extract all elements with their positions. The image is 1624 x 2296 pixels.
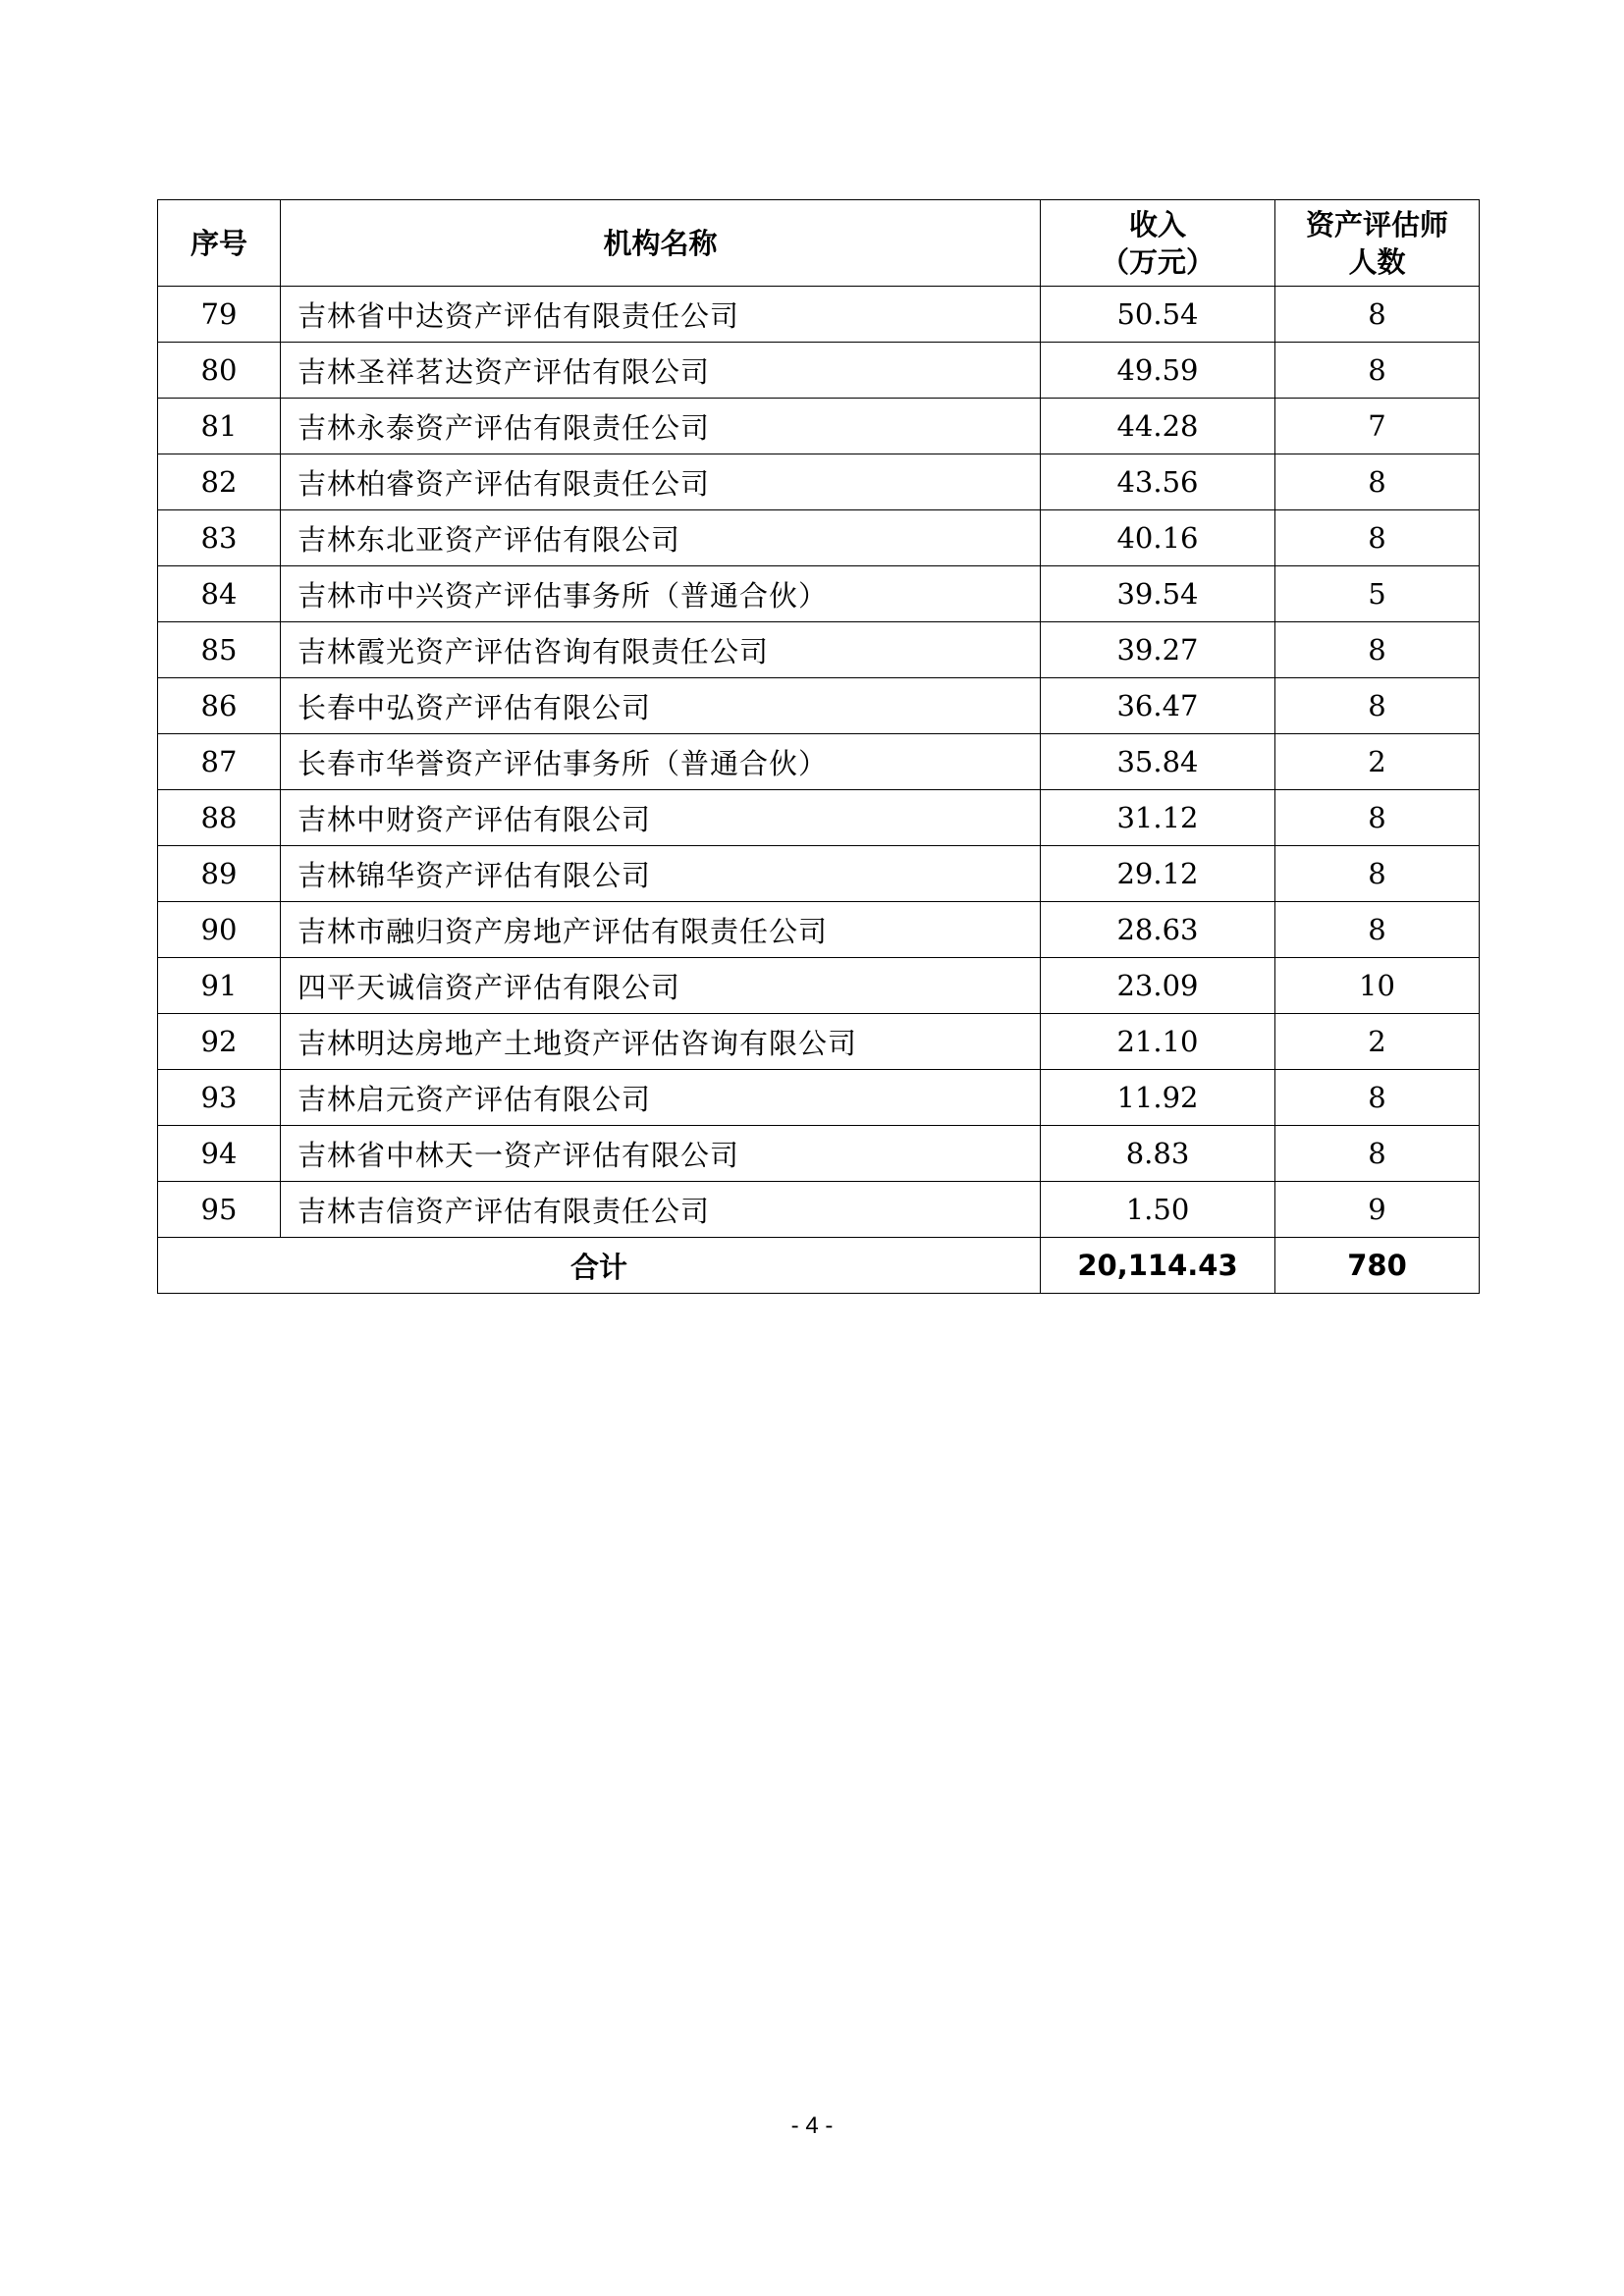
row-income-cell: 21.10 — [1041, 1014, 1275, 1070]
row-appraisers-cell: 10 — [1275, 958, 1480, 1014]
institution-table — [157, 199, 1480, 1294]
row-income-cell: 40.16 — [1041, 510, 1275, 566]
header-appraisers-line2: 人数 — [1348, 244, 1406, 279]
row-name-cell: 吉林霞光资产评估咨询有限责任公司 — [281, 622, 1041, 678]
row-index-cell: 79 — [158, 287, 281, 343]
row-income-cell: 8.83 — [1041, 1126, 1275, 1182]
row-appraisers-cell: 8 — [1275, 678, 1480, 734]
total-label: 合计 — [158, 1238, 1041, 1294]
header-income-line1: 收入 — [1128, 207, 1186, 241]
row-name-cell: 吉林东北亚资产评估有限公司 — [281, 510, 1041, 566]
row-index-cell: 95 — [158, 1182, 281, 1238]
row-appraisers-cell: 2 — [1275, 734, 1480, 790]
header-appraisers-line1: 资产评估师 — [1305, 207, 1448, 241]
total-appraisers: 780 — [1275, 1238, 1480, 1294]
table-row — [158, 902, 1480, 958]
row-index-cell: 80 — [158, 343, 281, 399]
row-appraisers-cell: 8 — [1275, 343, 1480, 399]
table-row — [158, 510, 1480, 566]
header-index: 序号 — [158, 200, 281, 287]
row-appraisers-cell: 8 — [1275, 287, 1480, 343]
row-income-cell: 23.09 — [1041, 958, 1275, 1014]
row-appraisers-cell: 8 — [1275, 510, 1480, 566]
row-name-cell: 吉林圣祥茗达资产评估有限公司 — [281, 343, 1041, 399]
table-row — [158, 1070, 1480, 1126]
row-index-cell: 89 — [158, 846, 281, 902]
row-index-cell: 92 — [158, 1014, 281, 1070]
total-income: 20,114.43 — [1041, 1238, 1275, 1294]
row-name-cell: 吉林柏睿资产评估有限责任公司 — [281, 454, 1041, 510]
total-row — [158, 1238, 1480, 1294]
table-body — [158, 287, 1480, 1238]
row-income-cell: 1.50 — [1041, 1182, 1275, 1238]
page-number: - 4 - — [790, 2112, 834, 2139]
row-income-cell: 43.56 — [1041, 454, 1275, 510]
row-appraisers-cell: 2 — [1275, 1014, 1480, 1070]
row-index-cell: 84 — [158, 566, 281, 622]
table-row — [158, 287, 1480, 343]
row-index-cell: 91 — [158, 958, 281, 1014]
row-name-cell: 长春市华誉资产评估事务所（普通合伙） — [281, 734, 1041, 790]
row-income-cell: 11.92 — [1041, 1070, 1275, 1126]
row-appraisers-cell: 5 — [1275, 566, 1480, 622]
table-row — [158, 958, 1480, 1014]
row-name-cell: 吉林明达房地产土地资产评估咨询有限公司 — [281, 1014, 1041, 1070]
row-appraisers-cell: 8 — [1275, 1126, 1480, 1182]
row-index-cell: 81 — [158, 399, 281, 454]
table-row — [158, 1014, 1480, 1070]
header-income-line2: （万元） — [1100, 244, 1215, 279]
row-name-cell: 吉林锦华资产评估有限公司 — [281, 846, 1041, 902]
row-index-cell: 85 — [158, 622, 281, 678]
row-income-cell: 49.59 — [1041, 343, 1275, 399]
row-index-cell: 90 — [158, 902, 281, 958]
header-income — [1041, 200, 1275, 287]
table-footer — [158, 1238, 1480, 1294]
row-name-cell: 吉林启元资产评估有限公司 — [281, 1070, 1041, 1126]
header-row — [158, 200, 1480, 287]
row-name-cell: 吉林永泰资产评估有限责任公司 — [281, 399, 1041, 454]
row-appraisers-cell: 8 — [1275, 622, 1480, 678]
header-name: 机构名称 — [281, 200, 1041, 287]
row-income-cell: 35.84 — [1041, 734, 1275, 790]
row-income-cell: 44.28 — [1041, 399, 1275, 454]
row-income-cell: 31.12 — [1041, 790, 1275, 846]
row-index-cell: 83 — [158, 510, 281, 566]
row-income-cell: 36.47 — [1041, 678, 1275, 734]
table-row — [158, 1126, 1480, 1182]
row-name-cell: 吉林省中达资产评估有限责任公司 — [281, 287, 1041, 343]
table-row — [158, 734, 1480, 790]
table-row — [158, 846, 1480, 902]
row-name-cell: 长春中弘资产评估有限公司 — [281, 678, 1041, 734]
row-appraisers-cell: 8 — [1275, 846, 1480, 902]
row-income-cell: 29.12 — [1041, 846, 1275, 902]
table-row — [158, 678, 1480, 734]
row-income-cell: 39.54 — [1041, 566, 1275, 622]
row-name-cell: 吉林市中兴资产评估事务所（普通合伙） — [281, 566, 1041, 622]
row-name-cell: 四平天诚信资产评估有限公司 — [281, 958, 1041, 1014]
row-name-cell: 吉林省中林天一资产评估有限公司 — [281, 1126, 1041, 1182]
row-index-cell: 87 — [158, 734, 281, 790]
row-index-cell: 93 — [158, 1070, 281, 1126]
row-appraisers-cell: 8 — [1275, 454, 1480, 510]
row-income-cell: 28.63 — [1041, 902, 1275, 958]
row-appraisers-cell: 9 — [1275, 1182, 1480, 1238]
table-row — [158, 566, 1480, 622]
table-row — [158, 1182, 1480, 1238]
row-income-cell: 50.54 — [1041, 287, 1275, 343]
table-row — [158, 343, 1480, 399]
row-appraisers-cell: 8 — [1275, 902, 1480, 958]
table-row — [158, 790, 1480, 846]
row-name-cell: 吉林中财资产评估有限公司 — [281, 790, 1041, 846]
row-name-cell: 吉林吉信资产评估有限责任公司 — [281, 1182, 1041, 1238]
row-index-cell: 94 — [158, 1126, 281, 1182]
header-appraisers — [1275, 200, 1480, 287]
table-header — [158, 200, 1480, 287]
row-appraisers-cell: 8 — [1275, 790, 1480, 846]
row-index-cell: 88 — [158, 790, 281, 846]
row-name-cell: 吉林市融归资产房地产评估有限责任公司 — [281, 902, 1041, 958]
row-appraisers-cell: 7 — [1275, 399, 1480, 454]
table-row — [158, 399, 1480, 454]
table-row — [158, 454, 1480, 510]
row-index-cell: 86 — [158, 678, 281, 734]
row-index-cell: 82 — [158, 454, 281, 510]
table-row — [158, 622, 1480, 678]
row-appraisers-cell: 8 — [1275, 1070, 1480, 1126]
row-income-cell: 39.27 — [1041, 622, 1275, 678]
